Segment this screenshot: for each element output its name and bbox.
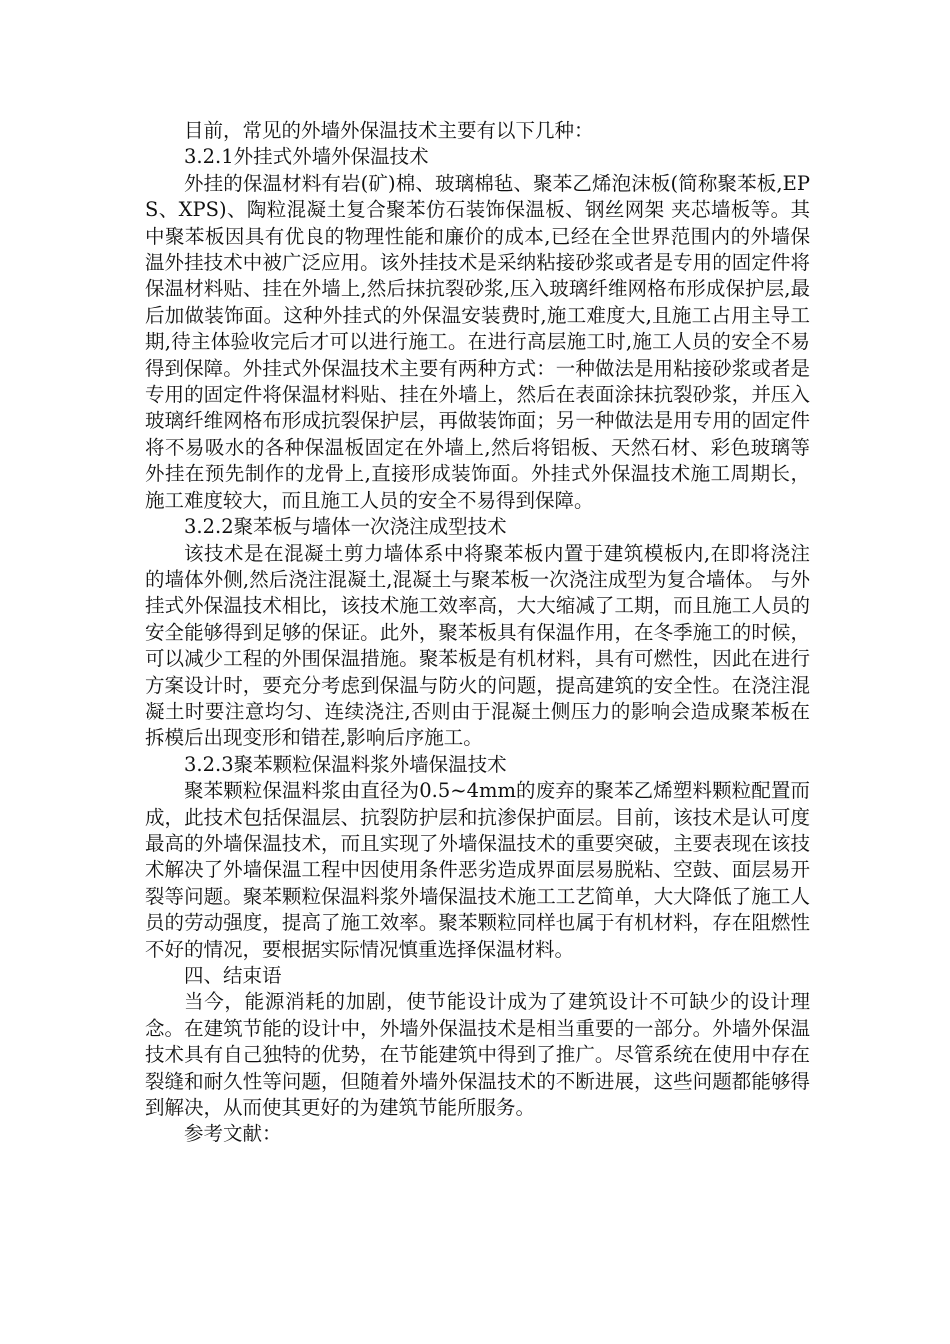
document-page (145, 118, 810, 1148)
section-heading-conclusion: 四、结束语 (184, 964, 282, 987)
body-paragraph-3-2-1: 外挂的保温材料有岩(矿)棉、玻璃棉毡、聚苯乙烯泡沫板(简称聚苯板,EPS、XPS)、陶粒混凝土复合聚苯仿石装饰保温板、钢丝网架 夹芯墙板等。其中聚苯板因具有优良的物理性能和廉价的成本,已经在全世界范围内的外墙保温外挂技术中被广泛应用。该外挂技术是采纳粘接砂浆或者是专用的固定件将保温材料贴、挂在外墙上,然后抹抗裂砂浆,压入玻璃纤维网格布形成保护层,最后加做装饰面。这种外挂式的外保温安装费时,施工难度大,且施工占用主导工期,待主体验收完后才可以进行施工。在进行高层施工时,施工人员的安全不易得到保障。外挂式外保温技术主要有两种方式：一种做法是用粘接砂浆或者是专用的固定件将保温材料贴、挂在外墙上，然后在表面涂抹抗裂砂浆，并压入玻璃纤维网格布形成抗裂保护层，再做装饰面；另一种做法是用专用的固定件将不易吸水的各种保温板固定在外墙上,然后将铝板、天然石材、彩色玻璃等外挂在预先制作的龙骨上,直接形成装饰面。外挂式外保温技术施工周期长，施工难度较大，而且施工人员的安全不易得到保障。 (145, 171, 810, 512)
body-paragraph-conclusion: 当今，能源消耗的加剧，使节能设计成为了建筑设计不可缺少的设计理念。在建筑节能的设计中，外墙外保温技术是相当重要的一部分。外墙外保温技术具有自己独特的优势，在节能建筑中得到了推广。尽管系统在使用中存在裂缝和耐久性等问题，但随着外墙外保温技术的不断进展，这些问题都能够得到解决，从而使其更好的为建筑节能所服务。 (145, 990, 810, 1120)
body-paragraph-3-2-2: 该技术是在混凝土剪力墙体系中将聚苯板内置于建筑模板内,在即将浇注的墙体外侧,然后浇注混凝土,混凝土与聚苯板一次浇注成型为复合墙体。 与外挂式外保温技术相比，该技术施工效率高，大大缩减了工期，而且施工人员的安全能够得到足够的保证。此外，聚苯板具有保温作用，在冬季施工的时候，可以减少工程的外围保温措施。聚苯板是有机材料，具有可燃性，因此在进行方案设计时，要充分考虑到保温与防火的问题，提高建筑的安全性。在浇注混凝土时要注意均匀、连续浇注,否则由于混凝土侧压力的影响会造成聚苯板在拆模后出现变形和错茬,影响后序施工。 (145, 541, 810, 750)
intro-paragraph: 目前，常见的外墙外保温技术主要有以下几种： (184, 119, 594, 142)
section-heading-3-2-3: 3.2.3聚苯颗粒保温料浆外墙保温技术 (184, 752, 507, 776)
references-heading: 参考文献： (184, 1122, 282, 1146)
section-heading-3-2-2: 3.2.2聚苯板与墙体一次浇注成型技术 (184, 515, 507, 539)
section-heading-3-2-1: 3.2.1外挂式外墙外保温技术 (184, 145, 429, 169)
body-paragraph-3-2-3: 聚苯颗粒保温料浆由直径为0.5~4mm的废弃的聚苯乙烯塑料颗粒配置而成，此技术包括保温层、抗裂防护层和抗渗保护面层。目前，该技术是认可度最高的外墙保温技术，而且实现了外墙保温技术的重要突破，主要表现在该技术解决了外墙保温工程中因使用条件恶劣造成界面层易脱粘、空鼓、面层易开裂等问题。聚苯颗粒保温料浆外墙保温技术施工工艺简单，大大降低了施工人员的劳动强度，提高了施工效率。聚苯颗粒同样也属于有机材料，存在阻燃性不好的情况，要根据实际情况慎重选择保温材料。 (145, 779, 810, 961)
